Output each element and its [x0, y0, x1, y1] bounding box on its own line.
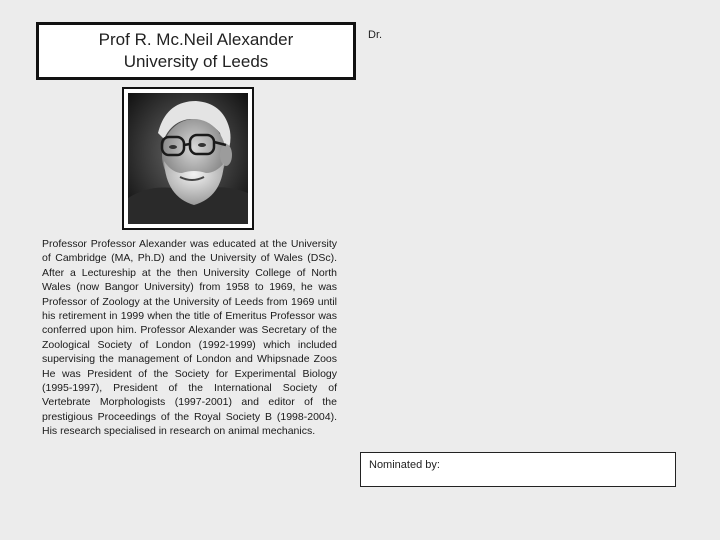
professor-name: Prof R. Mc.Neil Alexander — [98, 30, 294, 49]
nominated-by-box — [360, 452, 676, 487]
portrait-image — [128, 93, 248, 224]
biography-text: Professor Professor Alexander was educated at the University of Cambridge (MA, Ph.D) and the University of Wales (DSc). After a Lectureship at the then University College of North Wales (now Bangor University) from 1958 to 1969, he was Professor of Zoology at the University of Leeds from 1969 until his retirement in 1999 when the title of Emeritus Professor was conferred upon him. Professor Alexander was Secretary of the Zoological Society of London (1992-1999) which included supervising the management of London and Whipsnade Zoos He was President of the Society for Experimental Biology (1995-1997), President of the International Society of Vertebrate Morphologists (1997-2001) and editor of the prestigious Proceedings of the Royal Society B (1998-2004). His research specialised in research on animal mechanics. — [42, 238, 337, 438]
title-box — [36, 22, 356, 80]
dr-label: Dr. — [368, 29, 383, 41]
portrait-photo — [122, 87, 254, 230]
nominated-by-label: Nominated by: — [369, 459, 440, 471]
university-name: University of Leeds — [123, 52, 269, 71]
